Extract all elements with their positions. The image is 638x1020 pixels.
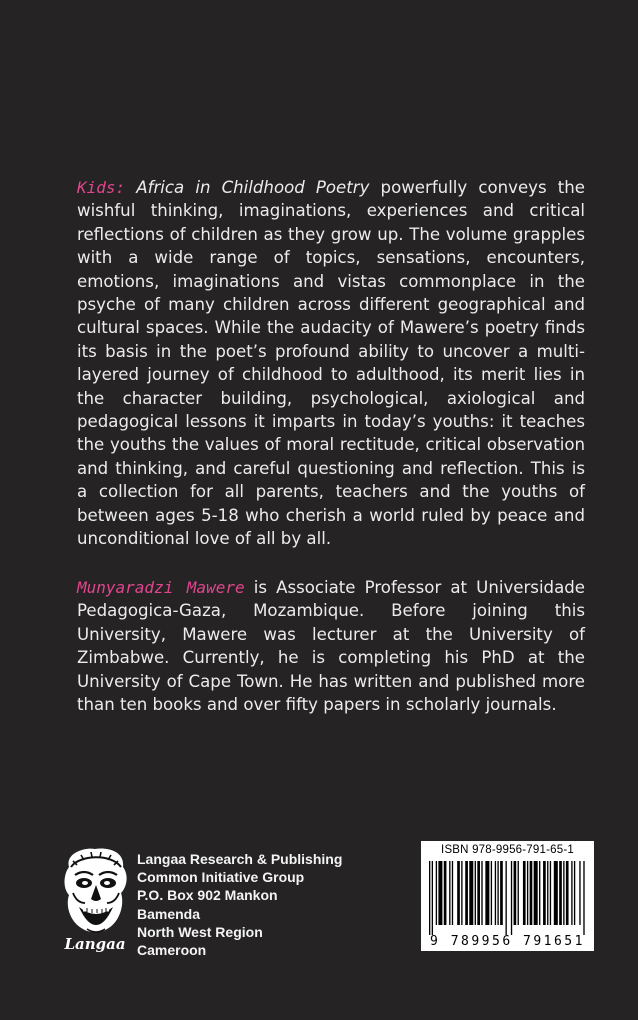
barcode-bar bbox=[438, 861, 442, 925]
barcode-bar bbox=[534, 861, 538, 925]
barcode-bar bbox=[579, 861, 580, 925]
barcode-bar bbox=[500, 861, 503, 925]
blurb-body: powerfully conveys the wishful thinking, imaginations, experiences and critical reflections of children as they grow up. The volume grapples with a wide range of topics, sensations, encounters, emotions, imaginations and vistas commonplace in the psyche of many children across different geographical and cultural spaces. While the audacity of Mawere’s poetry finds its basis in the poet’s profound ability to uncover a multi-layered journey of childhood to adulthood, its merit lies in the character building, psychological, axiological and pedagogical lessons it imparts in today’s youths: it teaches the youths the values of moral rectitude, critical observation and thinking, and careful questioning and reflection. This is a collection for all parents, teachers and the youths of between ages 5-18 who cherish a world ruled by peace and unconditional love of all by all. bbox=[77, 178, 585, 549]
barcode-bar bbox=[539, 861, 540, 925]
barcode-digits: 9 789956 791651 bbox=[430, 934, 585, 949]
barcode-bar bbox=[566, 861, 569, 925]
blurb-paragraph bbox=[77, 176, 585, 551]
publisher-line: Langaa Research & Publishing bbox=[137, 851, 343, 867]
logo-text: Langaa bbox=[64, 935, 126, 953]
isbn-barcode bbox=[421, 841, 594, 951]
langaa-logo bbox=[55, 845, 135, 953]
barcode-bar bbox=[429, 861, 430, 935]
barcode-bar bbox=[547, 861, 548, 925]
barcode-bars bbox=[429, 861, 586, 935]
barcode-bar bbox=[469, 861, 473, 925]
barcode-bar bbox=[436, 861, 437, 925]
barcode-bar bbox=[550, 861, 551, 925]
publisher-line: P.O. Box 902 Mankon bbox=[137, 887, 278, 904]
barcode-bar bbox=[444, 861, 447, 925]
blurb-lead: Kids: bbox=[77, 178, 126, 197]
publisher-line: North West Region bbox=[137, 923, 263, 940]
barcode-bar bbox=[485, 861, 489, 925]
barcode-bar bbox=[457, 861, 460, 925]
barcode-bar bbox=[477, 861, 480, 925]
barcode-bar bbox=[495, 861, 496, 925]
barcode-bar bbox=[530, 861, 533, 925]
barcode-bar bbox=[505, 861, 506, 935]
publisher-line: Common Initiative Group bbox=[137, 869, 305, 886]
author-name: Munyaradzi Mawere bbox=[77, 578, 245, 597]
book-title: Africa in Childhood Poetry bbox=[136, 178, 370, 197]
barcode-bar bbox=[543, 861, 546, 925]
barcode-bar bbox=[511, 861, 512, 935]
barcode-bar bbox=[559, 861, 562, 925]
barcode-bar bbox=[554, 861, 558, 925]
publisher-line: Cameroon bbox=[137, 942, 207, 959]
barcode-bar bbox=[481, 861, 482, 925]
barcode-bar bbox=[465, 861, 468, 925]
isbn-label: ISBN 978-9956-791-65-1 bbox=[441, 844, 574, 856]
barcode-bar bbox=[514, 861, 517, 925]
barcode-bar bbox=[523, 861, 526, 925]
barcode-bar bbox=[563, 861, 564, 925]
author-bio-paragraph bbox=[77, 576, 585, 716]
barcode-bar bbox=[449, 861, 450, 925]
author-bio-body: is Associate Professor at Universidade Pedagogica-Gaza, Mozambique. Before joining this University, Mawere was lecturer at the University of Zimbabwe. Currently, he is completing his PhD at the University of Cape Town. He has written and published more than ten books and over fifty papers in scholarly journals. bbox=[77, 578, 586, 715]
barcode-bar bbox=[475, 861, 476, 925]
barcode-bar bbox=[452, 861, 453, 925]
publisher-address bbox=[137, 850, 342, 959]
mask-icon bbox=[55, 845, 135, 953]
barcode-bar bbox=[527, 861, 528, 925]
barcode-bar bbox=[432, 861, 433, 935]
publisher-block bbox=[55, 845, 385, 960]
barcode-bar bbox=[574, 861, 575, 925]
publisher-line: Bamenda bbox=[137, 905, 201, 922]
barcode-bar bbox=[571, 861, 572, 925]
barcode-bar bbox=[518, 861, 519, 925]
barcode-bar bbox=[583, 861, 584, 935]
barcode-bar bbox=[461, 861, 462, 925]
barcode-bar bbox=[497, 861, 498, 925]
barcode-bar bbox=[491, 861, 492, 925]
